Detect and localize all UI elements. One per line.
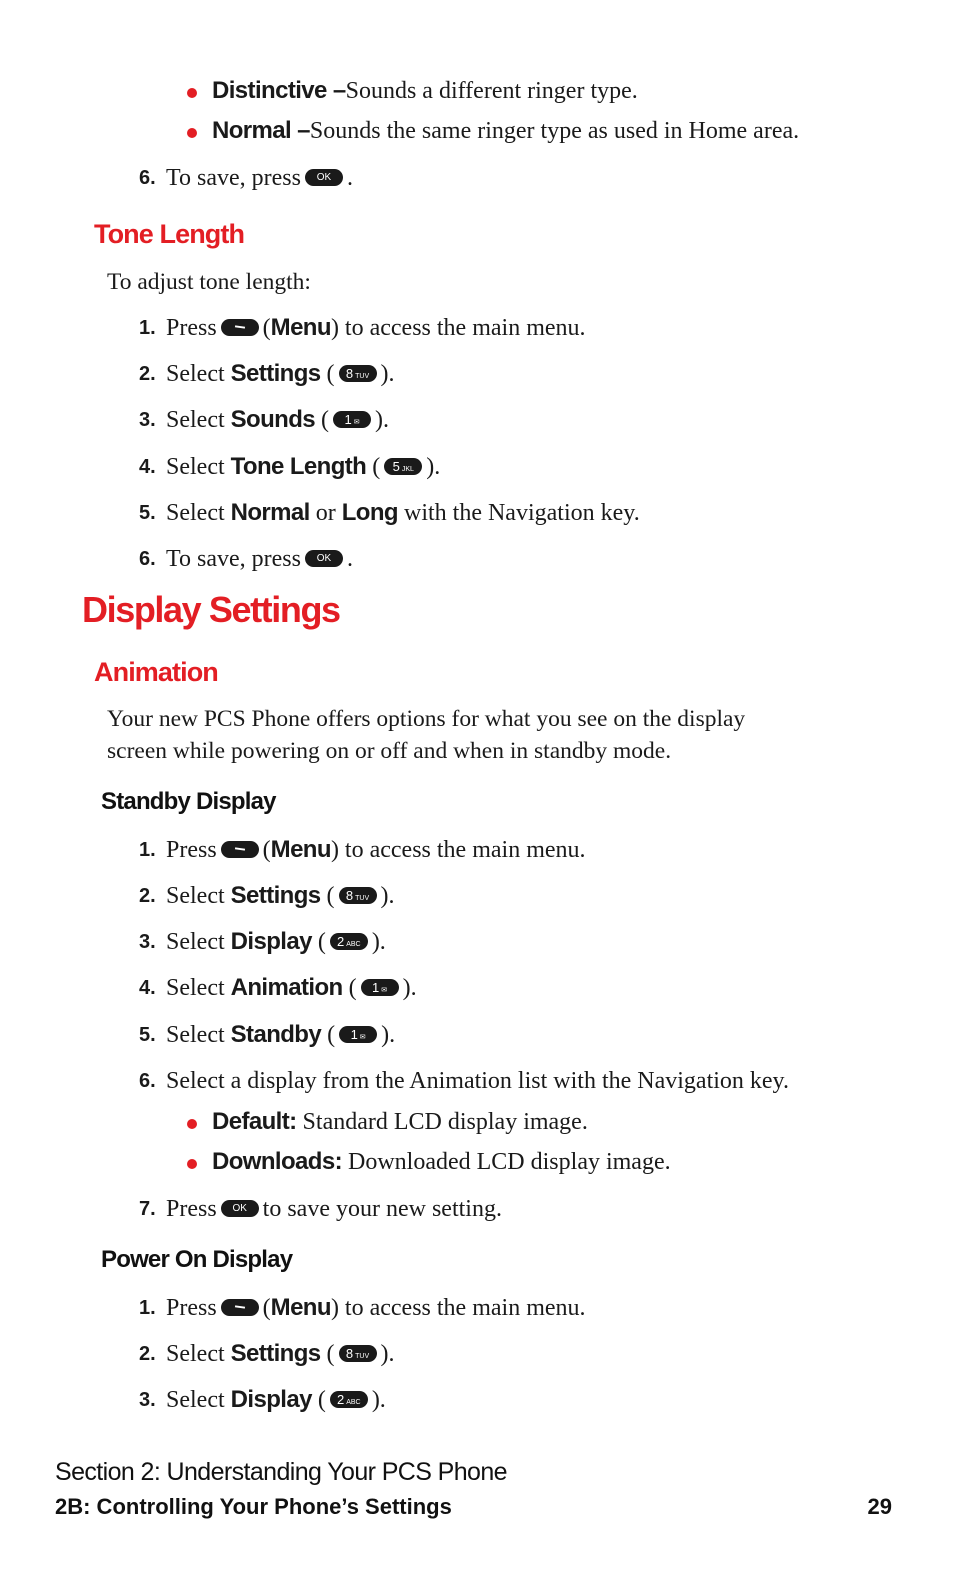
bullet-default: Default: Standard LCD display image. [212, 1108, 588, 1135]
step-press-menu: Press (Menu) to access the main menu. [166, 314, 586, 341]
key-1-icon: 1 ✉ [333, 411, 371, 428]
step-press-menu: Press (Menu) to access the main menu. [166, 836, 586, 863]
subheading-standby-display: Standby Display [101, 788, 276, 815]
key-8-icon: 8 TUV [339, 887, 377, 904]
key-2-icon: 2 ABC [330, 933, 368, 950]
page-number: 29 [867, 1494, 892, 1519]
step-select-settings: Select Settings ( 8 TUV ). [166, 882, 395, 909]
ok-key-icon: OK [305, 550, 343, 567]
key-5-icon: 5 JKL [384, 458, 422, 475]
menu-key-icon [221, 1299, 259, 1316]
menu-key-icon [221, 841, 259, 858]
bullet-dot [187, 128, 197, 138]
step-number: 1. [139, 317, 156, 339]
step-select-display-from-list: Select a display from the Animation list with the Navigation key. [166, 1068, 789, 1094]
step-select-sounds: Select Sounds ( 1 ✉ ). [166, 406, 390, 433]
ok-key-icon: OK [305, 169, 343, 186]
section-heading-tone-length: Tone Length [94, 219, 245, 249]
key-1-icon: 1 ✉ [361, 979, 399, 996]
intro-text: To adjust tone length: [107, 269, 311, 295]
step-select-standby: Select Standby ( 1 ✉ ). [166, 1021, 396, 1048]
step-select-tone-length: Select Tone Length ( 5 JKL ). [166, 453, 441, 480]
bullet-normal: Normal –Sounds the same ringer type as used in Home area. [212, 117, 800, 144]
step-select-display: Select Display ( 2 ABC ). [166, 1386, 386, 1413]
bullet-distinctive: Distinctive –Sounds a different ringer type. [212, 77, 638, 104]
step-press-menu: Press (Menu) to access the main menu. [166, 1294, 586, 1321]
bullet-dot [187, 1159, 197, 1169]
step-number: 2. [139, 885, 156, 907]
step-save: To save, press OK . [166, 165, 353, 191]
section-heading-animation: Animation [94, 657, 218, 687]
subheading-power-on-display: Power On Display [101, 1246, 293, 1273]
step-number: 7. [139, 1198, 156, 1220]
step-select-normal-long: Select Normal or Long with the Navigation key. [166, 499, 640, 526]
step-select-settings: Select Settings ( 8 TUV ). [166, 1340, 395, 1367]
page-heading-display-settings: Display Settings [82, 589, 340, 630]
step-number: 3. [139, 1389, 156, 1411]
step-number: 6. [139, 167, 156, 189]
step-number: 4. [139, 977, 156, 999]
step-number: 1. [139, 839, 156, 861]
bullet-dot [187, 1119, 197, 1129]
bullet-dot [187, 88, 197, 98]
step-select-display: Select Display ( 2 ABC ). [166, 928, 386, 955]
menu-key-icon [221, 319, 259, 336]
step-number: 3. [139, 409, 156, 431]
animation-paragraph-line1: Your new PCS Phone offers options for what you see on the display [107, 706, 746, 732]
footer-chapter-title: 2B: Controlling Your Phone’s Settings [55, 1494, 452, 1519]
step-number: 2. [139, 363, 156, 385]
step-number: 1. [139, 1297, 156, 1319]
step-number: 6. [139, 1070, 156, 1092]
bullet-downloads: Downloads: Downloaded LCD display image. [212, 1148, 671, 1175]
step-number: 6. [139, 548, 156, 570]
footer-section-title: Section 2: Understanding Your PCS Phone [55, 1458, 507, 1486]
step-press-ok-save: Press OK to save your new setting. [166, 1196, 502, 1222]
key-8-icon: 8 TUV [339, 1345, 377, 1362]
step-number: 3. [139, 931, 156, 953]
step-select-animation: Select Animation ( 1 ✉ ). [166, 974, 417, 1001]
step-number: 2. [139, 1343, 156, 1365]
step-save: To save, press OK . [166, 546, 353, 572]
key-8-icon: 8 TUV [339, 365, 377, 382]
key-1-icon: 1 ✉ [339, 1026, 377, 1043]
key-2-icon: 2 ABC [330, 1391, 368, 1408]
step-number: 4. [139, 456, 156, 478]
animation-paragraph-line2: screen while powering on or off and when in standby mode. [107, 738, 672, 764]
step-select-settings: Select Settings ( 8 TUV ). [166, 360, 395, 387]
step-number: 5. [139, 1024, 156, 1046]
ok-key-icon: OK [221, 1200, 259, 1217]
step-number: 5. [139, 502, 156, 524]
